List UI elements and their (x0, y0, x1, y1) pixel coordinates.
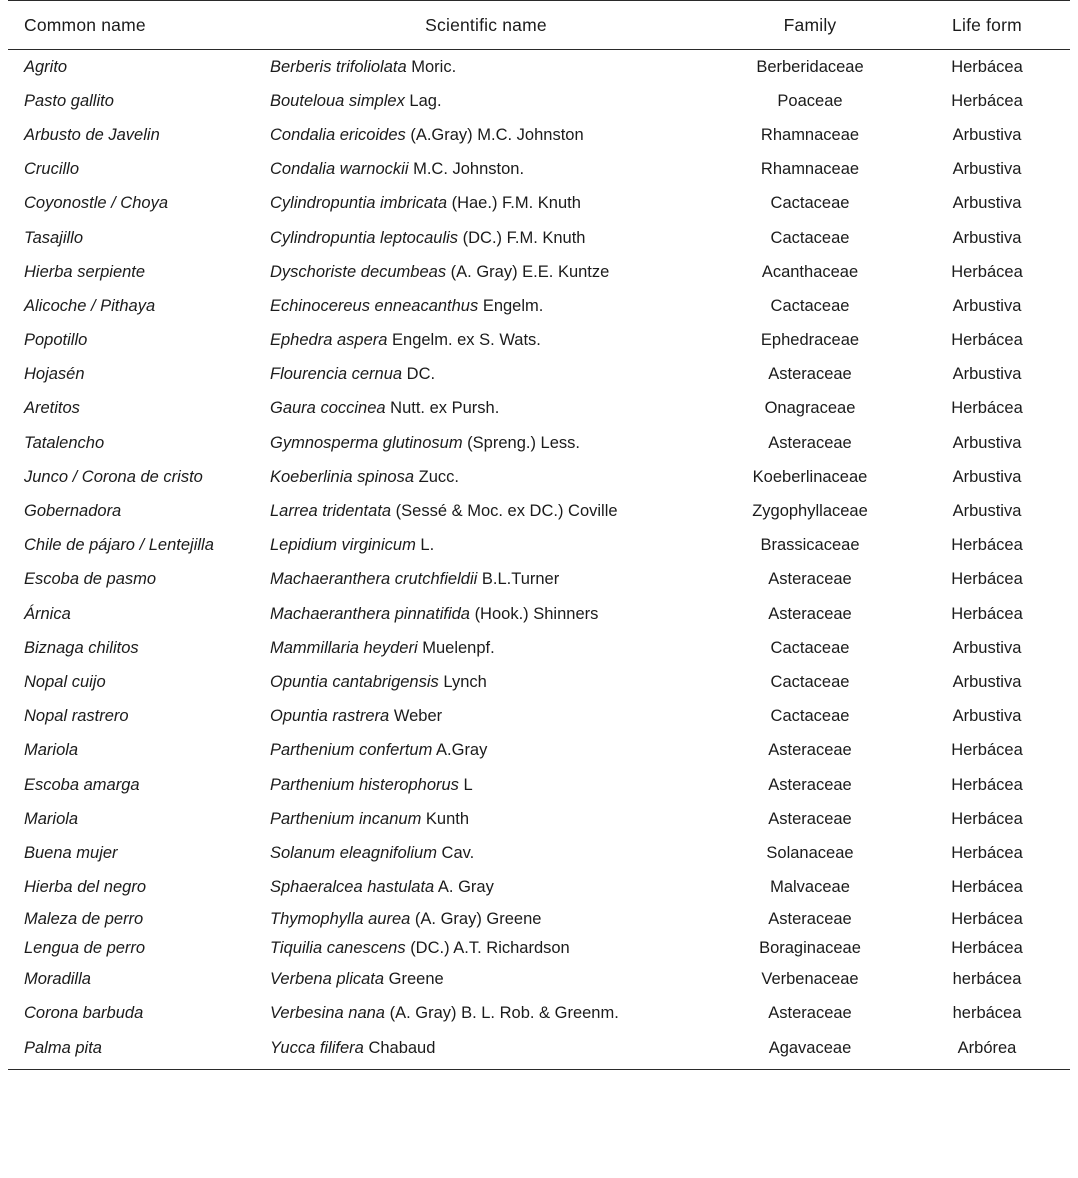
cell-scientific-name (260, 1031, 712, 1069)
table-row (8, 255, 1070, 289)
scientific-name-binomial: Parthenium histerophorus (270, 775, 459, 794)
scientific-name-authority: (Hae.) F.M. Knuth (451, 194, 581, 213)
cell-common-name: Nopal cuijo (24, 672, 106, 691)
scientific-name-authority: Zucc. (418, 467, 459, 486)
table-row (8, 289, 1070, 323)
table-row (8, 358, 1070, 392)
cell-common-name: Maleza de perro (24, 909, 144, 928)
cell-scientific-name (260, 631, 712, 665)
cell-common-name: Escoba amarga (24, 775, 140, 794)
table-row (8, 665, 1070, 699)
cell-family: Koeberlinaceae (752, 467, 868, 486)
cell-family: Cactaceae (770, 638, 850, 657)
scientific-name-authority: (Sessé & Moc. ex DC.) Coville (395, 502, 618, 521)
cell-life-form: Arbustiva (952, 672, 1022, 691)
scientific-name-binomial: Opuntia rastrera (270, 707, 390, 726)
cell-scientific-name (260, 934, 712, 963)
cell-life-form: Arbustiva (952, 467, 1022, 486)
cell-life-form: Herbácea (951, 262, 1023, 281)
scientific-name-binomial: Yucca filifera (270, 1038, 364, 1057)
cell-family: Solanaceae (766, 843, 854, 862)
table-row (8, 529, 1070, 563)
scientific-name-authority: (DC.) F.M. Knuth (462, 228, 586, 247)
table-row (8, 118, 1070, 152)
cell-scientific-name (260, 734, 712, 768)
scientific-name-binomial: Larrea tridentata (270, 502, 392, 521)
cell-life-form: Arbustiva (952, 638, 1022, 657)
cell-scientific-name (260, 118, 712, 152)
scientific-name-binomial: Echinocereus enneacanthus (270, 296, 479, 315)
cell-family: Onagraceae (764, 399, 856, 418)
table-row (8, 324, 1070, 358)
scientific-name-authority: Chabaud (368, 1038, 436, 1057)
scientific-name-binomial: Parthenium incanum (270, 809, 422, 828)
cell-scientific-name (260, 221, 712, 255)
cell-family: Agavaceae (712, 1031, 908, 1069)
cell-scientific-name (260, 802, 712, 836)
cell-common-name: Buena mujer (24, 843, 118, 862)
scientific-name-binomial: Thymophylla aurea (270, 909, 411, 928)
cell-scientific-name (260, 50, 712, 85)
cell-common-name: Escoba de pasmo (24, 570, 157, 589)
cell-scientific-name (260, 665, 712, 699)
cell-scientific-name (260, 324, 712, 358)
cell-common-name: Palma pita (8, 1031, 260, 1069)
scientific-name-authority: (A. Gray) E.E. Kuntze (450, 262, 610, 281)
cell-common-name: Crucillo (24, 160, 80, 179)
cell-life-form: Herbácea (951, 809, 1023, 828)
scientific-name-authority: (DC.) A.T. Richardson (410, 938, 570, 957)
table-row (8, 563, 1070, 597)
cell-common-name: Corona barbuda (24, 1004, 144, 1023)
cell-scientific-name (260, 460, 712, 494)
cell-family: Cactaceae (770, 194, 850, 213)
scientific-name-binomial: Verbena plicata (270, 970, 385, 989)
cell-family: Verbenaceae (761, 970, 859, 989)
scientific-name-authority: (A. Gray) B. L. Rob. & Greenm. (389, 1004, 619, 1023)
scientific-name-binomial: Parthenium confertum (270, 741, 433, 760)
scientific-name-binomial: Ephedra aspera (270, 331, 388, 350)
cell-life-form: Herbácea (951, 331, 1023, 350)
cell-family: Asteraceae (768, 909, 852, 928)
scientific-name-authority: Lynch (443, 672, 487, 691)
scientific-name-authority: DC. (406, 365, 436, 384)
cell-common-name: Biznaga chilitos (24, 638, 139, 657)
table-row (8, 221, 1070, 255)
table-body (8, 50, 1070, 1070)
cell-scientific-name (260, 963, 712, 997)
cell-life-form: Arbustiva (952, 228, 1022, 247)
cell-scientific-name (260, 187, 712, 221)
cell-common-name: Hojasén (24, 365, 85, 384)
cell-scientific-name (260, 255, 712, 289)
cell-family: Malvaceae (770, 878, 850, 897)
table-row (8, 700, 1070, 734)
cell-family: Cactaceae (770, 228, 850, 247)
table-row (8, 426, 1070, 460)
table-row (8, 734, 1070, 768)
cell-family: Rhamnaceae (760, 160, 860, 179)
scientific-name-authority: Weber (393, 707, 443, 726)
table-row (8, 597, 1070, 631)
table-row (8, 802, 1070, 836)
cell-life-form: Herbácea (951, 604, 1023, 623)
column-header-life-form: Life form (908, 1, 1070, 50)
cell-family: Asteraceae (768, 741, 852, 760)
cell-common-name: Alicoche / Pithaya (24, 296, 156, 315)
cell-scientific-name (260, 836, 712, 870)
table-row (8, 460, 1070, 494)
cell-life-form: Herbácea (951, 399, 1023, 418)
cell-life-form: Arbustiva (952, 365, 1022, 384)
scientific-name-authority: Engelm. (482, 296, 544, 315)
cell-life-form: Arbustiva (952, 502, 1022, 521)
scientific-name-binomial: Tiquilia canescens (270, 938, 406, 957)
table-row (8, 187, 1070, 221)
cell-family: Berberidaceae (756, 57, 864, 76)
cell-life-form: Herbácea (951, 843, 1023, 862)
cell-common-name: Tasajillo (24, 228, 84, 247)
cell-scientific-name (260, 597, 712, 631)
scientific-name-authority: (A.Gray) M.C. Johnston (410, 125, 584, 144)
scientific-name-authority: Cav. (441, 843, 475, 862)
cell-life-form: Herbácea (951, 91, 1023, 110)
column-header-common-name: Common name (8, 1, 260, 50)
scientific-name-authority: A. Gray (437, 878, 494, 897)
cell-scientific-name (260, 997, 712, 1031)
scientific-name-binomial: Solanum eleagnifolium (270, 843, 437, 862)
cell-common-name: Mariola (24, 741, 79, 760)
scientific-name-binomial: Lepidium virginicum (270, 536, 416, 555)
cell-common-name: Árnica (24, 604, 71, 623)
table-row (8, 153, 1070, 187)
cell-life-form: Arbustiva (952, 194, 1022, 213)
cell-common-name: Aretitos (24, 399, 80, 418)
cell-scientific-name (260, 426, 712, 460)
scientific-name-authority: Lag. (409, 91, 442, 110)
cell-family: Asteraceae (768, 570, 852, 589)
table-row (8, 1031, 1070, 1069)
scientific-name-binomial: Gaura coccinea (270, 399, 386, 418)
table-row (8, 631, 1070, 665)
scientific-name-authority: A.Gray (436, 741, 488, 760)
table-row (8, 963, 1070, 997)
scientific-name-binomial: Dyschoriste decumbeas (270, 262, 447, 281)
table-row (8, 871, 1070, 905)
scientific-name-binomial: Koeberlinia spinosa (270, 467, 415, 486)
cell-common-name: Junco / Corona de cristo (24, 467, 203, 486)
cell-scientific-name (260, 153, 712, 187)
scientific-name-authority: B.L.Turner (481, 570, 560, 589)
cell-family: Asteraceae (768, 775, 852, 794)
cell-scientific-name (260, 529, 712, 563)
cell-life-form: Herbácea (951, 570, 1023, 589)
cell-life-form: Arbustiva (952, 160, 1022, 179)
cell-common-name: Pasto gallito (24, 91, 114, 110)
cell-common-name: Agrito (24, 57, 68, 76)
scientific-name-binomial: Mammillaria heyderi (270, 638, 418, 657)
scientific-name-authority: (A. Gray) Greene (414, 909, 542, 928)
scientific-name-binomial: Cylindropuntia leptocaulis (270, 228, 459, 247)
cell-common-name: Moradilla (24, 970, 91, 989)
cell-family: Zygophyllaceae (752, 502, 868, 521)
species-table (8, 0, 1070, 1070)
table-header (8, 1, 1070, 50)
cell-life-form: Herbácea (951, 909, 1023, 928)
table-row (8, 50, 1070, 85)
cell-scientific-name (260, 871, 712, 905)
cell-common-name: Mariola (24, 809, 79, 828)
cell-life-form: Herbácea (951, 775, 1023, 794)
scientific-name-authority: Moric. (411, 57, 457, 76)
cell-scientific-name (260, 700, 712, 734)
cell-life-form: Arbustiva (952, 296, 1022, 315)
cell-life-form: Herbácea (951, 878, 1023, 897)
cell-life-form: Arbórea (908, 1031, 1070, 1069)
cell-family: Asteraceae (768, 809, 852, 828)
scientific-name-binomial: Sphaeralcea hastulata (270, 878, 435, 897)
cell-family: Ephedraceae (760, 331, 860, 350)
scientific-name-binomial: Machaeranthera crutchfieldii (270, 570, 478, 589)
table-row (8, 494, 1070, 528)
scientific-name-authority: Kunth (425, 809, 470, 828)
scientific-name-binomial: Condalia warnockii (270, 160, 409, 179)
column-header-family: Family (712, 1, 908, 50)
cell-family: Poaceae (777, 91, 843, 110)
scientific-name-binomial: Flourencia cernua (270, 365, 403, 384)
table-row (8, 768, 1070, 802)
cell-scientific-name (260, 768, 712, 802)
scientific-name-authority: Muelenpf. (422, 638, 495, 657)
cell-family: Cactaceae (770, 707, 850, 726)
cell-common-name: Hierba serpiente (24, 262, 146, 281)
cell-life-form: Arbustiva (952, 125, 1022, 144)
cell-scientific-name (260, 392, 712, 426)
scientific-name-authority: (Hook.) Shinners (474, 604, 599, 623)
cell-common-name: Arbusto de Javelin (24, 125, 160, 144)
cell-family: Asteraceae (768, 1004, 852, 1023)
cell-scientific-name (260, 494, 712, 528)
scientific-name-binomial: Bouteloua simplex (270, 91, 405, 110)
cell-family: Cactaceae (770, 296, 850, 315)
cell-family: Asteraceae (768, 365, 852, 384)
cell-common-name: Tatalencho (24, 433, 105, 452)
cell-life-form: Herbácea (951, 57, 1023, 76)
scientific-name-binomial: Condalia ericoides (270, 125, 406, 144)
scientific-name-binomial: Verbesina nana (270, 1004, 385, 1023)
cell-common-name: Coyonostle / Choya (24, 194, 168, 213)
scientific-name-binomial: Machaeranthera pinnatifida (270, 604, 470, 623)
cell-scientific-name (260, 563, 712, 597)
cell-life-form: herbácea (952, 970, 1022, 989)
table-row (8, 997, 1070, 1031)
table-row (8, 905, 1070, 934)
cell-scientific-name (260, 84, 712, 118)
cell-family: Rhamnaceae (760, 125, 860, 144)
scientific-name-authority: Greene (388, 970, 444, 989)
cell-life-form: Herbácea (951, 741, 1023, 760)
cell-family: Cactaceae (770, 672, 850, 691)
table-row (8, 934, 1070, 963)
scientific-name-binomial: Opuntia cantabrigensis (270, 672, 439, 691)
cell-family: Boraginaceae (759, 938, 861, 957)
scientific-name-binomial: Gymnosperma glutinosum (270, 433, 463, 452)
cell-family: Asteraceae (768, 433, 852, 452)
cell-scientific-name (260, 358, 712, 392)
scientific-name-authority: M.C. Johnston. (413, 160, 525, 179)
cell-family: Asteraceae (768, 604, 852, 623)
table-row (8, 392, 1070, 426)
cell-life-form: Herbácea (951, 536, 1023, 555)
cell-life-form: Herbácea (951, 938, 1023, 957)
table-header-row (8, 1, 1070, 50)
scientific-name-authority: Engelm. ex S. Wats. (392, 331, 541, 350)
cell-common-name: Nopal rastrero (24, 707, 129, 726)
table-row (8, 836, 1070, 870)
scientific-name-binomial: Berberis trifoliolata (270, 57, 407, 76)
scientific-name-authority: L. (420, 536, 435, 555)
cell-common-name: Hierba del negro (24, 878, 146, 897)
cell-life-form: herbácea (952, 1004, 1022, 1023)
cell-scientific-name (260, 289, 712, 323)
cell-common-name: Lengua de perro (24, 938, 146, 957)
cell-family: Acanthaceae (761, 262, 859, 281)
scientific-name-binomial: Cylindropuntia imbricata (270, 194, 447, 213)
scientific-name-authority: L (463, 775, 473, 794)
cell-life-form: Arbustiva (952, 707, 1022, 726)
cell-scientific-name (260, 905, 712, 934)
cell-common-name: Chile de pájaro / Lentejilla (24, 536, 214, 555)
scientific-name-authority: Nutt. ex Pursh. (390, 399, 500, 418)
column-header-scientific-name: Scientific name (260, 1, 712, 50)
cell-common-name: Popotillo (24, 331, 88, 350)
cell-family: Brassicaceae (760, 536, 860, 555)
scientific-name-authority: (Spreng.) Less. (467, 433, 580, 452)
cell-life-form: Arbustiva (952, 433, 1022, 452)
cell-common-name: Gobernadora (24, 502, 122, 521)
table-row (8, 84, 1070, 118)
